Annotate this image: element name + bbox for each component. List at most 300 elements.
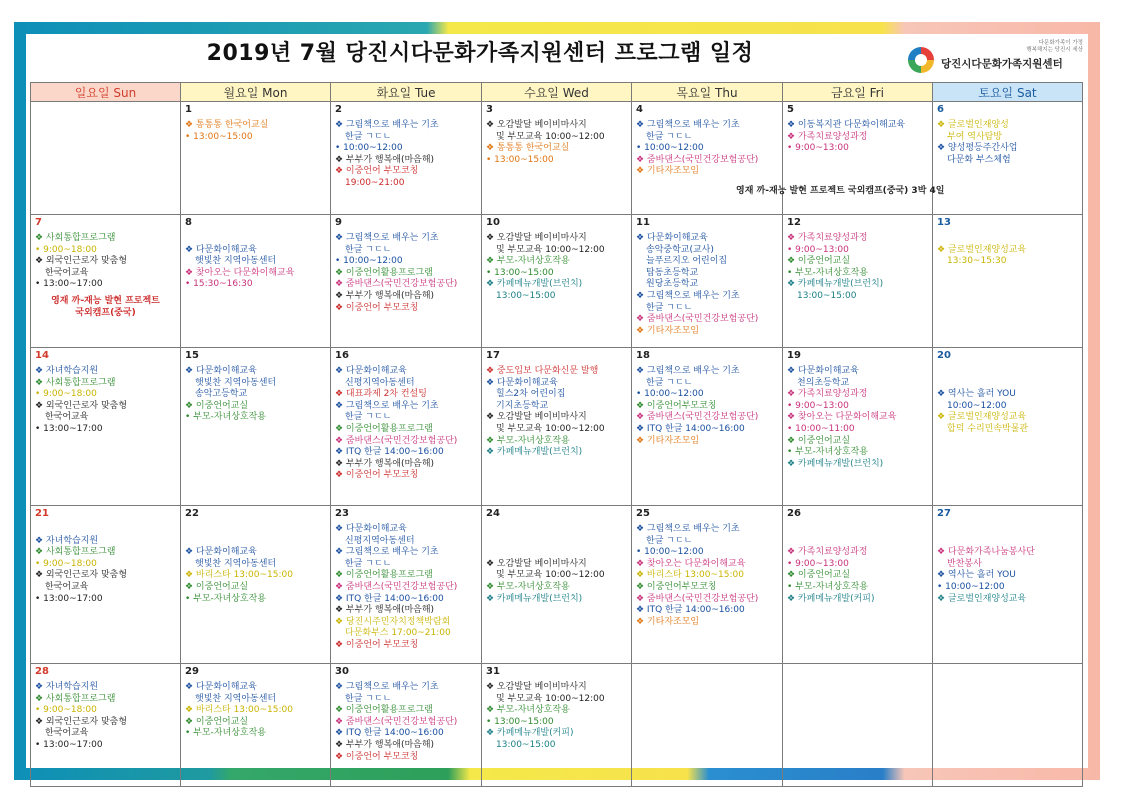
program-item: 10:00~12:00	[947, 400, 1007, 411]
program-item: 한글 ㄱㄷㄴ	[646, 302, 693, 313]
program-item: ❖ 오감발달 베이비마사지	[486, 558, 587, 569]
day-number: 13	[937, 217, 951, 228]
day-program-list	[35, 524, 180, 605]
day-program-list	[937, 120, 1082, 166]
program-item: ❖ 줌바댄스(국민건강보험공단)	[636, 154, 759, 165]
program-item: 한글 ㄱㄷㄴ	[646, 535, 693, 546]
weekday-header-sat: 토요일 Sat	[933, 83, 1083, 102]
calendar-day-cell	[331, 348, 482, 506]
day-number: 9	[335, 217, 342, 228]
program-item: ❖ 당진시주민자치정책박람회	[335, 616, 451, 627]
program-item: ❖ 이중언어활용프로그램	[335, 570, 433, 581]
program-item: ❖ 중도입보 다문화신문 발행	[486, 366, 599, 376]
program-item: ❖ 카페메뉴개발(커피)	[486, 728, 574, 739]
program-item: ❖ 부모-자녀상호작용	[486, 705, 570, 716]
program-item: 및 부모교육 10:00~12:00	[496, 693, 605, 704]
program-item: ❖ 외국인근로자 맞춤형	[35, 570, 128, 581]
weekday-header-wed: 수요일 Wed	[482, 83, 632, 102]
program-item: ❖ 자녀학습지원	[35, 535, 99, 546]
program-item: ❖ 줌바댄스(국민건강보험공단)	[335, 279, 458, 290]
program-item: ❖ 부부가 행복애(마음해)	[335, 605, 435, 616]
program-item: • 13:00~15:00	[486, 716, 554, 727]
program-item: 햇빛찬 지역아동센터	[195, 377, 277, 388]
day-program-list	[35, 233, 180, 291]
program-item: ❖ 오감발달 베이비마사지	[486, 120, 587, 130]
weekday-header-row	[31, 83, 1083, 102]
program-item: ❖ 그림책으로 배우는 기초	[636, 120, 740, 130]
program-item: • 9:00~18:00	[35, 705, 97, 716]
day-program-list	[335, 524, 481, 652]
calendar-week-row	[31, 506, 1083, 664]
frame-top-stripe	[14, 22, 1100, 34]
program-item: 한국어교육	[45, 412, 89, 423]
program-item	[486, 547, 631, 559]
program-item	[185, 233, 330, 245]
program-item: ❖ 줌바댄스(국민건강보험공단)	[335, 716, 458, 727]
program-item	[35, 524, 180, 536]
program-item	[787, 524, 932, 536]
program-item: 부여 역사탐방	[947, 131, 1003, 142]
program-item: ❖ 기타자조모임	[636, 166, 700, 177]
day-number: 8	[185, 217, 192, 228]
day-program-list	[486, 120, 631, 166]
day-number: 22	[185, 508, 199, 519]
program-item: 천의초등학교	[797, 377, 850, 388]
calendar-day-cell	[933, 215, 1083, 348]
program-item: ❖ 외국인근로자 맞춤형	[35, 256, 128, 267]
program-item: ❖ 카페메뉴개발(브런치)	[486, 593, 583, 604]
day-program-list	[335, 682, 481, 763]
day-program-list	[636, 366, 782, 447]
program-item: ❖ 다문화이해교육	[335, 524, 407, 534]
program-item: ❖ 줌바댄스(국민건강보험공단)	[636, 593, 759, 604]
program-item: ❖ 사회통합프로그램	[35, 377, 116, 388]
day-number: 30	[335, 666, 349, 677]
camp-note-line: 국외캠프(중국)	[75, 307, 136, 318]
program-item: ❖ 글로벌인재양성교육	[937, 593, 1027, 604]
program-item: ❖ 이중언어 부모코칭	[335, 302, 419, 313]
day-program-list	[787, 366, 932, 470]
program-item: • 13:00~15:00	[486, 154, 554, 165]
calendar-day-cell	[632, 664, 783, 787]
program-item	[185, 524, 330, 536]
calendar-day-cell	[632, 506, 783, 664]
program-item: ❖ 이중언어 부모코칭	[335, 639, 419, 650]
program-item: ❖ 이중언어 부모코칭	[335, 751, 419, 762]
calendar-day-cell	[632, 215, 783, 348]
day-program-list	[335, 366, 481, 482]
program-item: ❖ 찾아오는 다문화이해교육	[636, 558, 746, 569]
program-item	[486, 524, 631, 536]
program-item: 반찬봉사	[947, 558, 982, 569]
program-item: • 13:00~15:00	[185, 131, 253, 142]
day-program-list	[787, 524, 932, 605]
day-number: 28	[35, 666, 49, 677]
program-item: ❖ 외국인근로자 맞춤형	[35, 716, 128, 727]
calendar-day-cell	[331, 102, 482, 215]
program-item: • 10:00~12:00	[636, 143, 704, 154]
day-program-list	[185, 233, 330, 291]
program-item: ❖ 다문화이해교육	[185, 244, 257, 255]
day-number: 15	[185, 350, 199, 361]
day-number: 19	[787, 350, 801, 361]
program-item: ❖ 그림책으로 배우는 기초	[335, 233, 439, 243]
calendar-day-cell	[783, 215, 933, 348]
day-number	[636, 666, 782, 678]
camp-note-line: 영재 까-재능 발현 프로젝트	[51, 295, 160, 306]
program-item: • 13:00~17:00	[35, 423, 103, 434]
program-item: ❖ 부모-자녀상호작용	[486, 581, 570, 592]
day-number: 6	[937, 104, 944, 115]
day-program-list	[486, 233, 631, 303]
day-program-list	[185, 682, 330, 740]
program-item: ❖ 그림책으로 배우는 기초	[335, 547, 439, 558]
program-item: 한국어교육	[45, 267, 89, 278]
day-number: 20	[937, 350, 951, 361]
program-item: ❖ 글로벌인재양성교육	[937, 244, 1027, 255]
program-item: 한글 ㄱㄷㄴ	[345, 412, 392, 423]
program-item: ❖ 부부가 행복애(마음해)	[335, 290, 435, 301]
day-number	[937, 666, 1082, 678]
program-item: 한글 ㄱㄷㄴ	[345, 244, 392, 255]
day-program-list	[787, 233, 932, 303]
program-item: ❖ 그림책으로 배우는 기초	[636, 290, 740, 301]
calendar-week-row	[31, 215, 1083, 348]
weekday-header-fri: 금요일 Fri	[783, 83, 933, 102]
program-item: 탑동초등학교	[646, 267, 699, 278]
day-number: 24	[486, 508, 500, 519]
program-item: • 9:00~18:00	[35, 389, 97, 400]
program-item: 13:00~15:00	[797, 290, 857, 301]
program-item: ❖ 부부가 행복애(마음해)	[335, 739, 435, 750]
program-item: ❖ 사회통합프로그램	[35, 233, 116, 243]
program-item: ❖ 외국인근로자 맞춤형	[35, 400, 128, 411]
program-item: ❖ 줌바댄스(국민건강보험공단)	[335, 581, 458, 592]
program-item: ❖ 카페메뉴개발(커피)	[787, 593, 875, 604]
program-item: 13:30~15:30	[947, 256, 1007, 267]
program-item	[937, 378, 1082, 390]
program-item: ❖ 역사는 흘러 YOU	[937, 389, 1016, 400]
program-item: ❖ 부모-자녀상호작용	[486, 435, 570, 446]
program-item: ❖ 이중언어교실	[787, 256, 851, 267]
day-program-list	[35, 682, 180, 752]
program-item: • 13:00~17:00	[35, 739, 103, 750]
calendar-day-cell	[482, 506, 632, 664]
calendar-day-cell	[933, 664, 1083, 787]
program-item	[937, 524, 1082, 536]
weekday-header-sun: 일요일 Sun	[31, 83, 181, 102]
program-item: ❖ 그림책으로 배우는 기초	[636, 524, 740, 534]
program-item: ❖ ITQ 한글 14:00~16:00	[636, 423, 745, 434]
program-item: 송악고등학교	[195, 389, 248, 400]
program-item: ❖ 다문화이해교육	[486, 377, 558, 388]
program-item: • 13:00~17:00	[35, 279, 103, 290]
day-program-list	[486, 524, 631, 605]
logo-slogan-line-2: 행복해지는 당진시 세상	[1026, 47, 1083, 53]
weekday-header-mon: 월요일 Mon	[181, 83, 331, 102]
logo-slogan	[983, 40, 1083, 54]
day-program-list	[636, 120, 782, 178]
program-item: • 9:00~18:00	[35, 558, 97, 569]
frame-left-stripe	[14, 22, 26, 780]
program-item: ❖ 그림책으로 배우는 기초	[335, 682, 439, 692]
program-item: ❖ 오감발달 베이비마사지	[486, 233, 587, 243]
day-program-list	[937, 233, 1082, 268]
program-item: • 부모-자녀상호작용	[787, 581, 868, 592]
program-item: • 부모-자녀상호작용	[787, 447, 868, 458]
program-item: 19:00~21:00	[345, 177, 405, 188]
day-program-list	[636, 524, 782, 628]
program-item: ❖ 가족치료양성과정	[787, 389, 868, 400]
day-program-list	[335, 120, 481, 190]
program-item: ❖ 다문화이해교육	[185, 366, 257, 376]
week1-camp-banner: 영재 까-재능 발현 프로젝트 국외캠프(중국) 3박 4일	[736, 186, 945, 196]
calendar-day-cell	[783, 102, 933, 215]
day-number: 3	[486, 104, 493, 115]
program-item: • 10:00~12:00	[335, 256, 403, 267]
program-item: • 10:00~11:00	[787, 423, 855, 434]
program-item: 및 부모교육 10:00~12:00	[496, 570, 605, 581]
program-item: 기지초등학교	[496, 400, 549, 411]
program-item: 및 부모교육 10:00~12:00	[496, 423, 605, 434]
day-program-list	[335, 233, 481, 314]
calendar-day-cell	[632, 348, 783, 506]
program-item: ❖ 카페메뉴개발(브런치)	[787, 279, 884, 290]
calendar-day-cell	[331, 215, 482, 348]
program-item: 신평지역아동센터	[345, 377, 415, 388]
calendar-body	[31, 102, 1083, 787]
program-item: ❖ 카페메뉴개발(브런치)	[787, 458, 884, 469]
program-item: ❖ 다문화이해교육	[787, 366, 859, 376]
program-item: ❖ 기타자조모임	[636, 616, 700, 627]
day-number: 2	[335, 104, 342, 115]
program-item: ❖ 그림책으로 배우는 기초	[636, 366, 740, 376]
program-item: ❖ 양성평등주간사업	[937, 143, 1018, 154]
day-number	[35, 104, 180, 116]
program-item: 13:00~15:00	[496, 290, 556, 301]
weekday-header-tue: 화요일 Tue	[331, 83, 482, 102]
program-item: 및 부모교육 10:00~12:00	[496, 244, 605, 255]
calendar-day-cell	[31, 102, 181, 215]
program-item: ❖ 줌바댄스(국민건강보험공단)	[335, 435, 458, 446]
program-item: ❖ 이중언어교실	[185, 716, 249, 727]
program-item: ❖ 이중언어교실	[185, 400, 249, 411]
calendar-day-cell	[181, 102, 331, 215]
calendar-day-cell	[783, 348, 933, 506]
day-program-list	[185, 366, 330, 424]
calendar-day-cell	[331, 664, 482, 787]
program-item: ❖ ITQ 한글 14:00~16:00	[335, 593, 444, 604]
camp-note	[31, 295, 180, 319]
program-item: ❖ 자녀학습지원	[35, 682, 99, 692]
program-item: • 부모-자녀상호작용	[185, 593, 266, 604]
program-item: ❖ 이중언어활용프로그램	[335, 267, 433, 278]
program-item: 및 부모교육 10:00~12:00	[496, 131, 605, 142]
day-number: 16	[335, 350, 349, 361]
program-item: • 9:00~13:00	[787, 400, 849, 411]
program-item: 힐스2차 어린이집	[496, 389, 566, 400]
program-item: ❖ 줌바댄스(국민건강보험공단)	[636, 412, 759, 423]
day-number: 26	[787, 508, 801, 519]
program-item: ❖ 줌바댄스(국민건강보험공단)	[636, 314, 759, 325]
program-item: ❖ 카페메뉴개발(브런치)	[486, 279, 583, 290]
program-item	[185, 536, 330, 548]
day-number: 7	[35, 217, 42, 228]
program-item: ❖ 다문화이해교육	[636, 233, 708, 243]
day-number: 27	[937, 508, 951, 519]
weekday-header-thu: 목요일 Thu	[632, 83, 783, 102]
calendar-day-cell	[783, 664, 933, 787]
program-item	[937, 536, 1082, 548]
program-item	[787, 536, 932, 548]
calendar-day-cell	[31, 506, 181, 664]
program-item: 햇빛찬 지역아동센터	[195, 256, 277, 267]
day-number: 31	[486, 666, 500, 677]
day-number: 18	[636, 350, 650, 361]
program-item: • 10:00~12:00	[937, 581, 1005, 592]
day-program-list	[937, 366, 1082, 436]
center-logo	[905, 40, 1085, 80]
day-program-list	[937, 524, 1082, 605]
calendar-day-cell	[933, 348, 1083, 506]
day-number	[787, 666, 932, 678]
program-item: ❖ 기타자조모임	[636, 325, 700, 336]
program-item: ❖ 이중언어 부모코칭	[335, 166, 419, 177]
program-item: 합덕 수리민속박물관	[947, 423, 1029, 434]
day-program-list	[486, 366, 631, 459]
calendar-day-cell	[31, 664, 181, 787]
program-item: ❖ 부부가 행복애(마음해)	[335, 154, 435, 165]
calendar-week-row	[31, 102, 1083, 215]
program-item: 한글 ㄱㄷㄴ	[646, 131, 693, 142]
calendar-day-cell	[181, 506, 331, 664]
calendar-day-cell	[482, 102, 632, 215]
calendar-day-cell	[31, 215, 181, 348]
program-item: ❖ 찾아오는 다문화이해교육	[787, 412, 897, 423]
day-number: 14	[35, 350, 49, 361]
program-item: ❖ 이중언어부모코칭	[636, 400, 717, 411]
day-number: 4	[636, 104, 643, 115]
calendar-day-cell	[482, 348, 632, 506]
program-item: 13:00~15:00	[496, 739, 556, 750]
program-item: • 부모-자녀상호작용	[787, 267, 868, 278]
program-item: ❖ 글로벌인재양성	[937, 120, 1009, 130]
program-item: • 13:00~15:00	[486, 267, 554, 278]
program-item: ❖ 오감발달 베이비마사지	[486, 412, 587, 423]
program-item: 한글 ㄱㄷㄴ	[646, 377, 693, 388]
program-item: ❖ 이중언어활용프로그램	[335, 705, 433, 716]
logo-slogan-line-1: 다문화가족이 가정	[1038, 40, 1083, 46]
day-number: 25	[636, 508, 650, 519]
calendar-day-cell	[783, 506, 933, 664]
calendar-day-cell	[181, 664, 331, 787]
program-item: ❖ ITQ 한글 14:00~16:00	[335, 728, 444, 739]
calendar-day-cell	[331, 506, 482, 664]
day-number: 10	[486, 217, 500, 228]
program-item: ❖ 기타자조모임	[636, 435, 700, 446]
program-item: ❖ 다문화이해교육	[185, 547, 257, 558]
center-logo-icon	[905, 44, 937, 76]
program-item: ❖ 다문화이해교육	[185, 682, 257, 692]
day-program-list	[787, 120, 932, 155]
program-item: 한국어교육	[45, 581, 89, 592]
day-program-list	[185, 524, 330, 605]
program-item: • 10:00~12:00	[636, 389, 704, 400]
program-item	[486, 536, 631, 548]
program-item: • 9:00~18:00	[35, 244, 97, 255]
program-item: ❖ 가족치료양성과정	[787, 131, 868, 142]
day-number: 23	[335, 508, 349, 519]
program-item: ❖ 다문화가족나눔봉사단	[937, 547, 1035, 558]
calendar-day-cell	[31, 348, 181, 506]
day-number: 11	[636, 217, 650, 228]
day-number: 5	[787, 104, 794, 115]
program-item: ❖ ITQ 한글 14:00~16:00	[636, 605, 745, 616]
program-item: • 15:30~16:30	[185, 279, 253, 290]
program-item: ❖ 이중언어교실	[185, 581, 249, 592]
program-item: ❖ 역사는 흘러 YOU	[937, 570, 1016, 581]
program-item: 원당초등학교	[646, 279, 699, 290]
day-number: 12	[787, 217, 801, 228]
program-item: ❖ 사회통합프로그램	[35, 547, 116, 558]
program-item: ❖ 바리스타 13:00~15:00	[185, 705, 293, 716]
program-item: ❖ 카페메뉴개발(브런치)	[486, 447, 583, 458]
program-item: 다문화부스 17:00~21:00	[345, 628, 451, 639]
program-item: 한국어교육	[45, 728, 89, 739]
program-item: ❖ 통통통 한국어교실	[486, 143, 570, 154]
calendar-day-cell	[632, 102, 783, 215]
program-item: ❖ 자녀학습지원	[35, 366, 99, 376]
program-item: 햇빛찬 지역아동센터	[195, 693, 277, 704]
program-item	[937, 366, 1082, 378]
program-item: 송악중학교(교사)	[646, 244, 714, 255]
calendar-day-cell	[482, 215, 632, 348]
program-item: 신평지역아동센터	[345, 535, 415, 546]
program-item: • 13:00~17:00	[35, 593, 103, 604]
program-item: • 9:00~13:00	[787, 143, 849, 154]
day-program-list	[636, 233, 782, 337]
program-item: ❖ 이중언어교실	[787, 435, 851, 446]
program-item: ❖ ITQ 한글 14:00~16:00	[335, 447, 444, 458]
program-item: 다문화 부스체험	[947, 154, 1011, 165]
page-title: 2019년 7월 당진시다문화가족지원센터 프로그램 일정	[206, 41, 754, 66]
frame-right-stripe	[1088, 22, 1100, 780]
program-item: ❖ 그림책으로 배우는 기초	[335, 400, 439, 411]
program-item: ❖ 이중언어교실	[787, 570, 851, 581]
program-item: 늘푸르지오 어린이집	[646, 256, 728, 267]
program-item: ❖ 부부가 행복애(마음해)	[335, 458, 435, 469]
program-item: • 10:00~12:00	[335, 143, 403, 154]
program-item: 한글 ㄱㄷㄴ	[345, 558, 392, 569]
program-item: ❖ 부모-자녀상호작용	[486, 256, 570, 267]
calendar-week-row	[31, 664, 1083, 787]
program-item: ❖ 글로벌인재양성교육	[937, 412, 1027, 423]
program-item: 햇빛찬 지역아동센터	[195, 558, 277, 569]
program-item: ❖ 다문화이해교육	[335, 366, 407, 376]
program-item: • 부모-자녀상호작용	[185, 412, 266, 423]
program-item: ❖ 이중언어부모코칭	[636, 581, 717, 592]
program-item: ❖ 찾아오는 다문화이해교육	[185, 267, 295, 278]
logo-name: 당진시다문화가족지원센터	[941, 58, 1063, 70]
program-item: ❖ 통통통 한국어교실	[185, 120, 269, 130]
program-item: • 9:00~13:00	[787, 244, 849, 255]
day-number: 1	[185, 104, 192, 115]
calendar-day-cell	[933, 506, 1083, 664]
program-item: ❖ 가족치료양성과정	[787, 547, 868, 558]
program-item: ❖ 그림책으로 배우는 기초	[335, 120, 439, 130]
program-item: 한글 ㄱㄷㄴ	[345, 131, 392, 142]
day-program-list	[35, 366, 180, 436]
